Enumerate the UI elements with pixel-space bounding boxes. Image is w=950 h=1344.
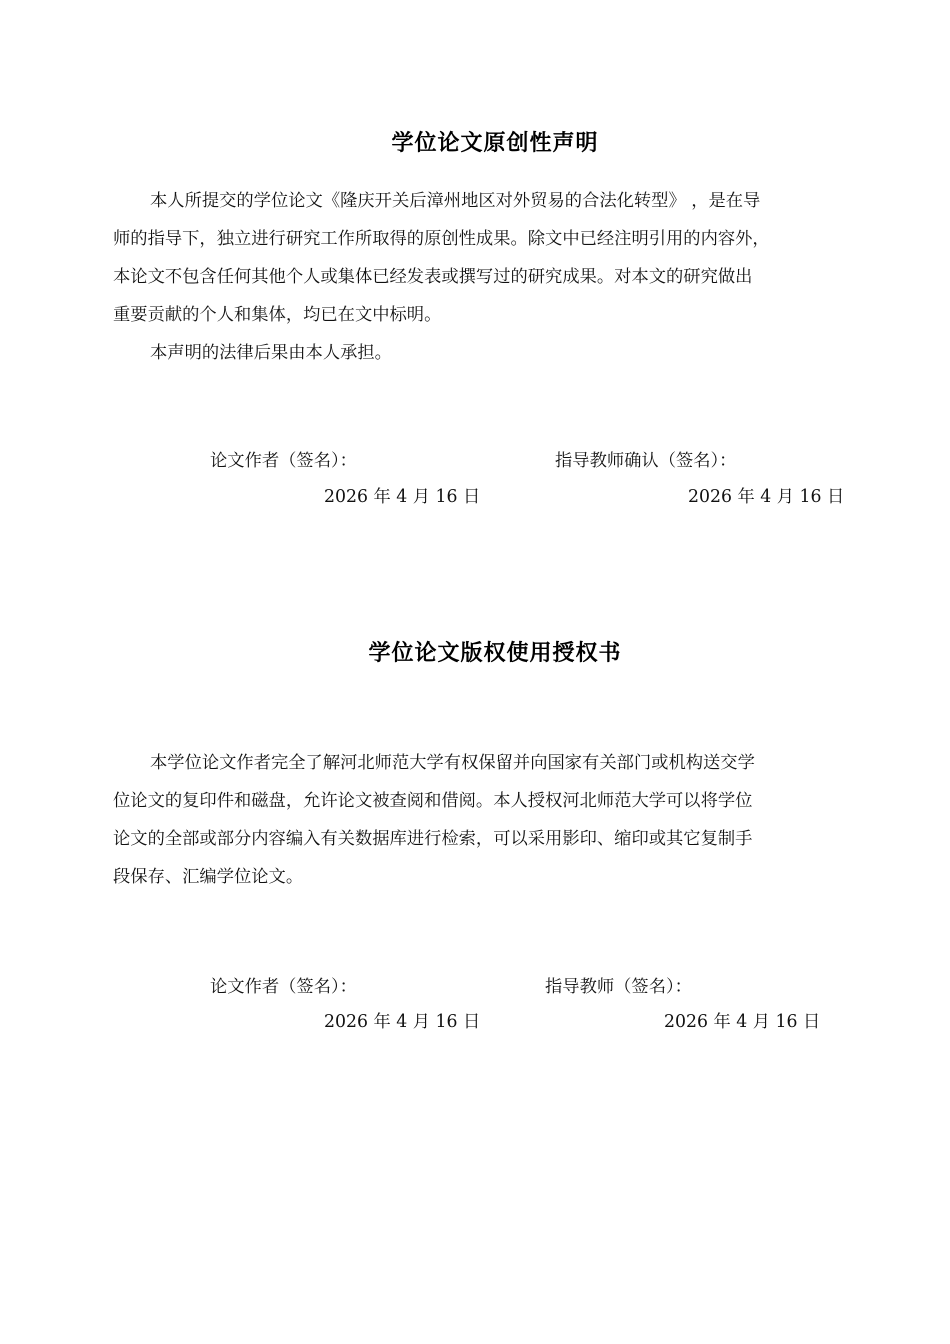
paragraph-line: 本学位论文作者完全了解河北师范大学有权保留并向国家有关部门或机构送交学 [150, 753, 755, 773]
paragraph-line: 师的指导下，独立进行研究工作所取得的原创性成果。除文中已经注明引用的内容外， [113, 229, 770, 249]
authorization-advisor-signature-label: 指导教师（签名）： [545, 977, 692, 997]
paragraph-line: 论文的全部或部分内容编入有关数据库进行检索，可以采用影印、缩印或其它复制手 [113, 829, 753, 849]
authorization-advisor-date: 2026 年 4 月 16 日 [664, 1012, 821, 1032]
authorization-author-signature-label: 论文作者（签名）： [210, 977, 357, 997]
paragraph-line: 位论文的复印件和磁盘，允许论文被查阅和借阅。本人授权河北师范大学可以将学位 [113, 791, 753, 811]
originality-title: 学位论文原创性声明 [391, 131, 599, 156]
originality-advisor-signature-label: 指导教师确认（签名）： [555, 451, 737, 471]
originality-author-signature-label: 论文作者（签名）： [210, 451, 357, 471]
paragraph-line: 重要贡献的个人和集体，均已在文中标明。 [113, 305, 442, 325]
originality-advisor-date: 2026 年 4 月 16 日 [688, 487, 845, 507]
authorization-title: 学位论文版权使用授权书 [368, 641, 622, 666]
authorization-paragraph [113, 744, 835, 896]
paragraph-line: 本论文不包含任何其他个人或集体已经发表或撰写过的研究成果。对本文的研究做出 [113, 267, 753, 287]
originality-paragraph [113, 182, 835, 372]
paragraph-line: 本人所提交的学位论文《隆庆开关后漳州地区对外贸易的合法化转型》 ，是在导 [150, 191, 761, 211]
authorization-author-date: 2026 年 4 月 16 日 [324, 1012, 481, 1032]
liability-statement: 本声明的法律后果由本人承担。 [150, 343, 392, 363]
originality-author-date: 2026 年 4 月 16 日 [324, 487, 481, 507]
paragraph-line: 段保存、汇编学位论文。 [113, 867, 304, 887]
